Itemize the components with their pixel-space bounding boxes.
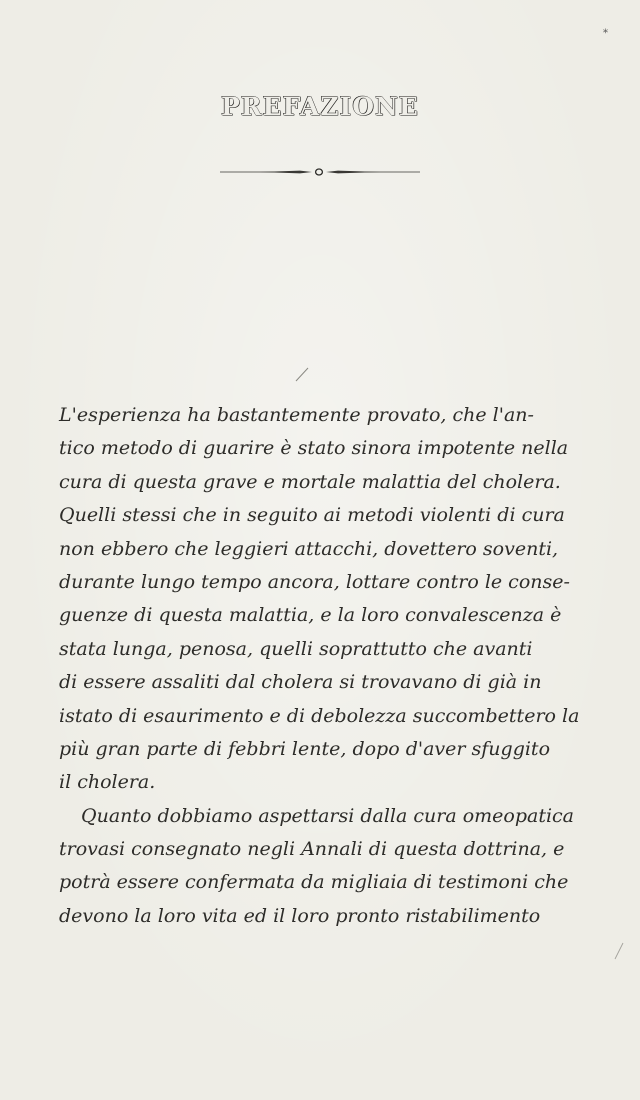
text-line: più gran parte di febbri lente, dopo d'aver sfuggito bbox=[59, 737, 551, 760]
page-title bbox=[0, 92, 640, 121]
margin-pencil-mark bbox=[613, 942, 625, 960]
text-line: Quanto dobbiamo aspettarsi dalla cura omeopatica bbox=[81, 804, 574, 827]
text-line: di essere assaliti dal cholera si trovavano di già in bbox=[59, 671, 542, 694]
corner-mark: * bbox=[603, 28, 608, 39]
ornament-divider bbox=[200, 166, 440, 178]
pencil-tick-mark bbox=[295, 366, 309, 382]
text-line: trovasi consegnato negli Annali di questa dottrina, e bbox=[59, 838, 565, 861]
text-line: durante lungo tempo ancora, lottare contro le conse- bbox=[59, 570, 570, 593]
text-line: guenze di questa malattia, e la loro convalescenza è bbox=[59, 604, 562, 627]
text-line: L'esperienza ha bastantemente provato, che l'an- bbox=[59, 404, 534, 426]
preface-paragraph bbox=[59, 399, 580, 933]
text-line: potrà essere confermata da migliaia di testimoni che bbox=[59, 871, 569, 894]
title-text: PREFAZIONE bbox=[221, 92, 419, 121]
text-line: non ebbero che leggieri attacchi, dovettero soventi, bbox=[59, 537, 559, 560]
text-line: cura di questa grave e mortale malattia del cholera. bbox=[59, 470, 561, 493]
text-line: devono la loro vita ed il loro pronto ristabilimento bbox=[59, 904, 541, 927]
text-line: stata lunga, penosa, quelli soprattutto che avanti bbox=[59, 637, 533, 660]
text-line: Quelli stessi che in seguito ai metodi violenti di cura bbox=[59, 504, 565, 527]
text-line: istato di esaurimento e di debolezza succombettero la bbox=[59, 704, 580, 727]
text-line: il cholera. bbox=[59, 771, 156, 794]
text-line: tico metodo di guarire è stato sinora impotente nella bbox=[59, 437, 569, 460]
